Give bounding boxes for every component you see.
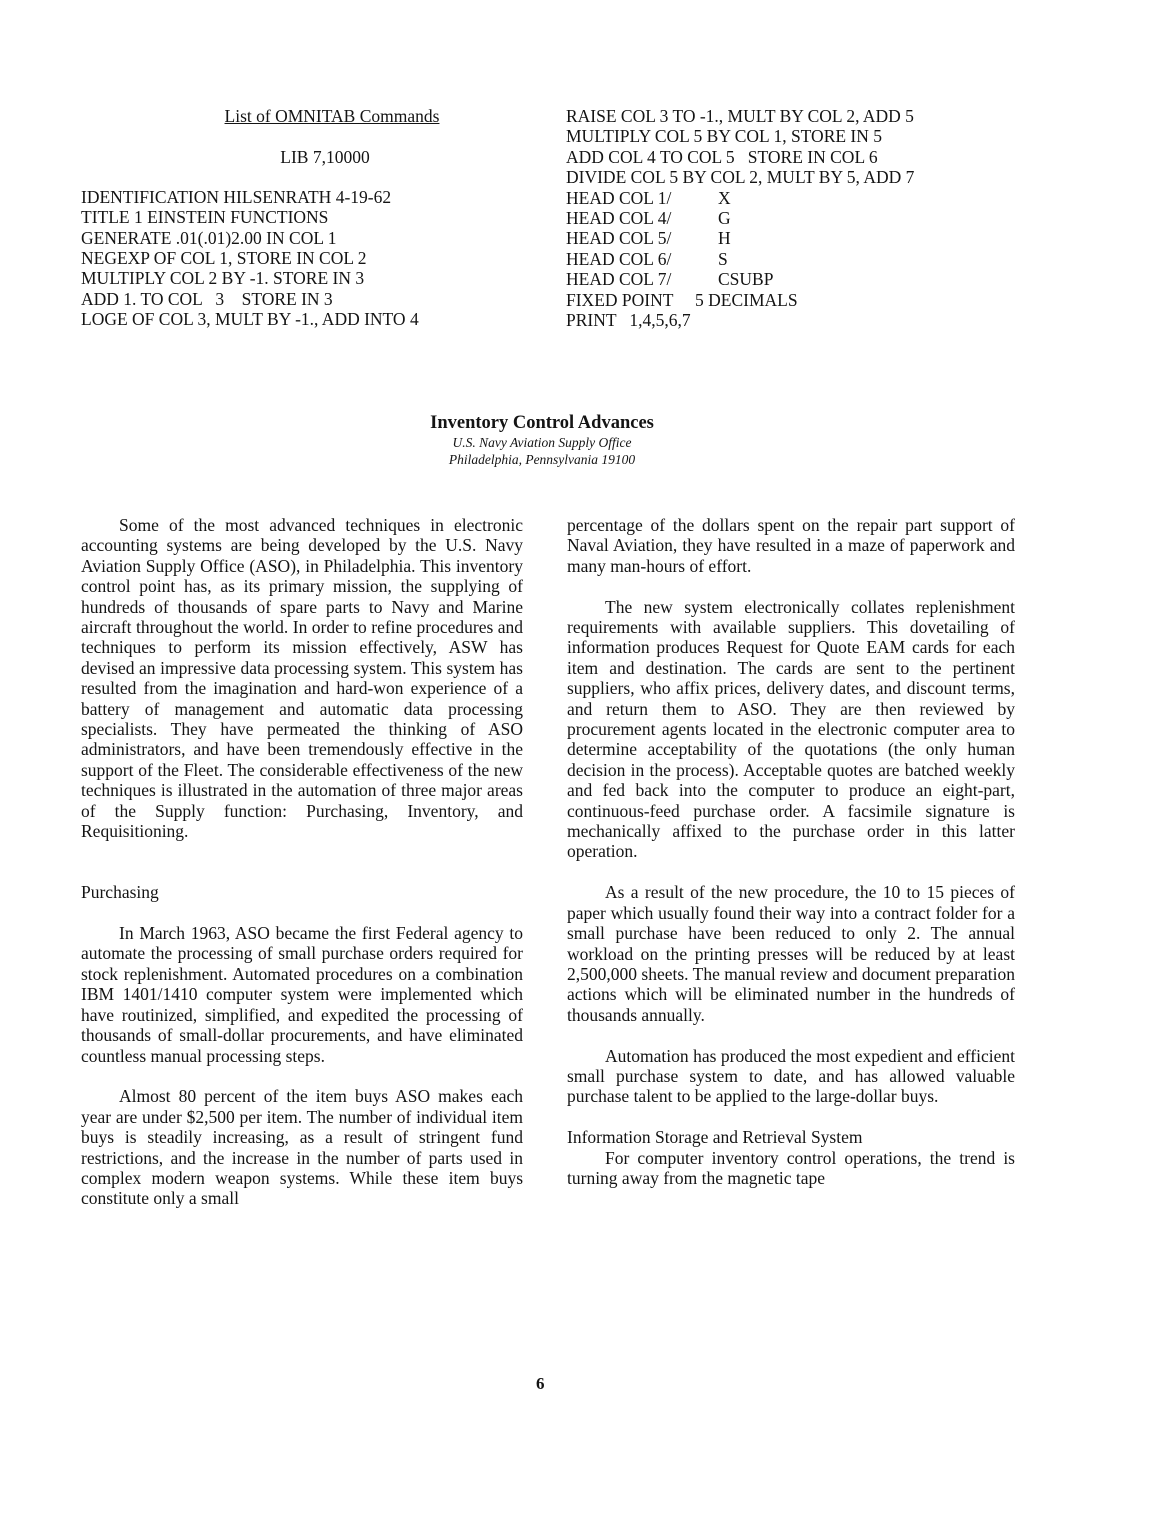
paragraph: Almost 80 percent of the item buys ASO makes each year are under $2,500 per item. The number of individual item buys is steadily increasing, as a result of stringent fund restrictions, and the increase in the number of parts used in complex modern weapon systems. While these item buys constitute only a small <box>81 1086 523 1209</box>
head-command-line <box>566 208 1036 228</box>
section-heading-information-storage: Information Storage and Retrieval System <box>567 1127 863 1148</box>
head-command-value: H <box>718 228 731 249</box>
head-command-key: HEAD COL 5/ <box>566 228 672 249</box>
paragraph: Some of the most advanced techniques in electronic accounting systems are being developed by the U.S. Navy Aviation Supply Office (ASO), in Philadelphia. This inventory control point has, as its primary mission, the supplying of hundreds of thousands of spare parts to Navy and Marine aircraft throughout the world. In order to refine procedures and techniques to perform its mission effectively, ASW has devised an impressive data processing system. This system has resulted from the imagination and hard-won experience of a battery of management and automatic data processing specialists. They have permeated the thinking of ASO administrators, and have been tremendously effective in the support of the Fleet. The considerable effectiveness of the new techniques is illustrated in the automation of three major areas of the Supply function: Purchasing, Inventory, and Requisitioning. <box>81 515 523 842</box>
head-command-line <box>566 188 1036 208</box>
head-command-line <box>566 269 1036 289</box>
command-line: TITLE 1 EINSTEIN FUNCTIONS <box>81 207 329 228</box>
paragraph: Automation has produced the most expedient and efficient small purchase system to date, and has allowed valuable purchase talent to be applied to the large-dollar buys. <box>567 1045 1015 1107</box>
paragraph: As a result of the new procedure, the 10 to 15 pieces of paper which usually found their way into a contract folder for a small purchase have been reduced to only 2. The annual workload on the printing presses will be reduced by at least 2,500,000 sheets. The manual review and document preparation actions which will be eliminated number in the hundreds of thousands annually. <box>567 882 1015 1025</box>
head-command-line <box>566 249 1036 269</box>
command-line: NEGEXP OF COL 1, STORE IN COL 2 <box>81 247 367 268</box>
command-lines-left <box>81 187 521 330</box>
body-column-left <box>81 515 523 1209</box>
head-command-value: S <box>718 248 728 269</box>
command-line: FIXED POINT 5 DECIMALS <box>566 289 798 310</box>
head-command-line <box>566 228 1036 248</box>
command-line: IDENTIFICATION HILSENRATH 4-19-62 <box>81 186 392 207</box>
command-line: PRINT 1,4,5,6,7 <box>566 309 691 330</box>
paragraph: For computer inventory control operations, the trend is turning away from the magnetic tape <box>567 1147 1015 1188</box>
command-list-title: List of OMNITAB Commands <box>224 106 440 126</box>
article-organization: U.S. Navy Aviation Supply Office <box>452 435 632 450</box>
command-line: MULTIPLY COL 5 BY COL 1, STORE IN 5 <box>566 126 883 147</box>
section-heading-purchasing: Purchasing <box>81 882 159 903</box>
head-command-value: CSUBP <box>718 269 774 290</box>
article-heading <box>0 412 1084 468</box>
head-command-key: HEAD COL 7/ <box>566 269 672 290</box>
head-command-key: HEAD COL 1/ <box>566 187 672 208</box>
command-line: LOGE OF COL 3, MULT BY -1., ADD INTO 4 <box>81 309 419 330</box>
command-line: RAISE COL 3 TO -1., MULT BY COL 2, ADD 5 <box>566 106 914 126</box>
paragraph: The new system electronically collates replenishment requirements with available suppliers. This dovetailing of information produces Request for Quote EAM cards for each item and destination. The cards are sent to the pertinent suppliers, who affix prices, delivery dates, and discount terms, and return them to ASO. They are then reviewed by procurement agents located in the electronic computer area to determine acceptability of the quotations (the only human decision in the process). Acceptable quotes are batched weekly and fed back into the computer to produce an eight-part, continuous-feed purchase order. A facsimile signature is mechanically affixed to the purchase order in this latter operation. <box>567 596 1015 862</box>
command-lib-line: LIB 7,10000 <box>280 147 370 168</box>
head-command-key: HEAD COL 4/ <box>566 207 672 228</box>
command-line: GENERATE .01(.01)2.00 IN COL 1 <box>81 227 337 248</box>
omnitab-command-list-right <box>566 106 1036 330</box>
paragraph: In March 1963, ASO became the first Federal agency to automate the processing of small purchase orders required for stock replenishment. Automated procedures on a combination IBM 1401/1410 computer system were implemented which have routinized, simplified, and expedited the processing of thousands of small-dollar procurements, and have eliminated countless manual processing steps. <box>81 923 523 1066</box>
command-line: ADD COL 4 TO COL 5 STORE IN COL 6 <box>566 146 878 167</box>
head-command-value: G <box>718 207 731 228</box>
command-line: ADD 1. TO COL 3 STORE IN 3 <box>81 288 333 309</box>
paragraph: percentage of the dollars spent on the repair part support of Naval Aviation, they have resulted in a maze of paperwork and many man-hours of effort. <box>567 515 1015 576</box>
body-column-right <box>567 515 1015 1188</box>
command-line: MULTIPLY COL 2 BY -1. STORE IN 3 <box>81 268 365 289</box>
article-title: Inventory Control Advances <box>430 413 654 433</box>
command-line: DIVIDE COL 5 BY COL 2, MULT BY 5, ADD 7 <box>566 167 915 188</box>
head-command-key: HEAD COL 6/ <box>566 248 672 269</box>
command-lines-right <box>566 106 1036 330</box>
omnitab-command-list-left <box>81 106 521 330</box>
article-location: Philadelphia, Pennsylvania 19100 <box>448 452 636 467</box>
head-command-value: X <box>718 187 731 208</box>
page-number: 6 <box>536 1374 545 1393</box>
